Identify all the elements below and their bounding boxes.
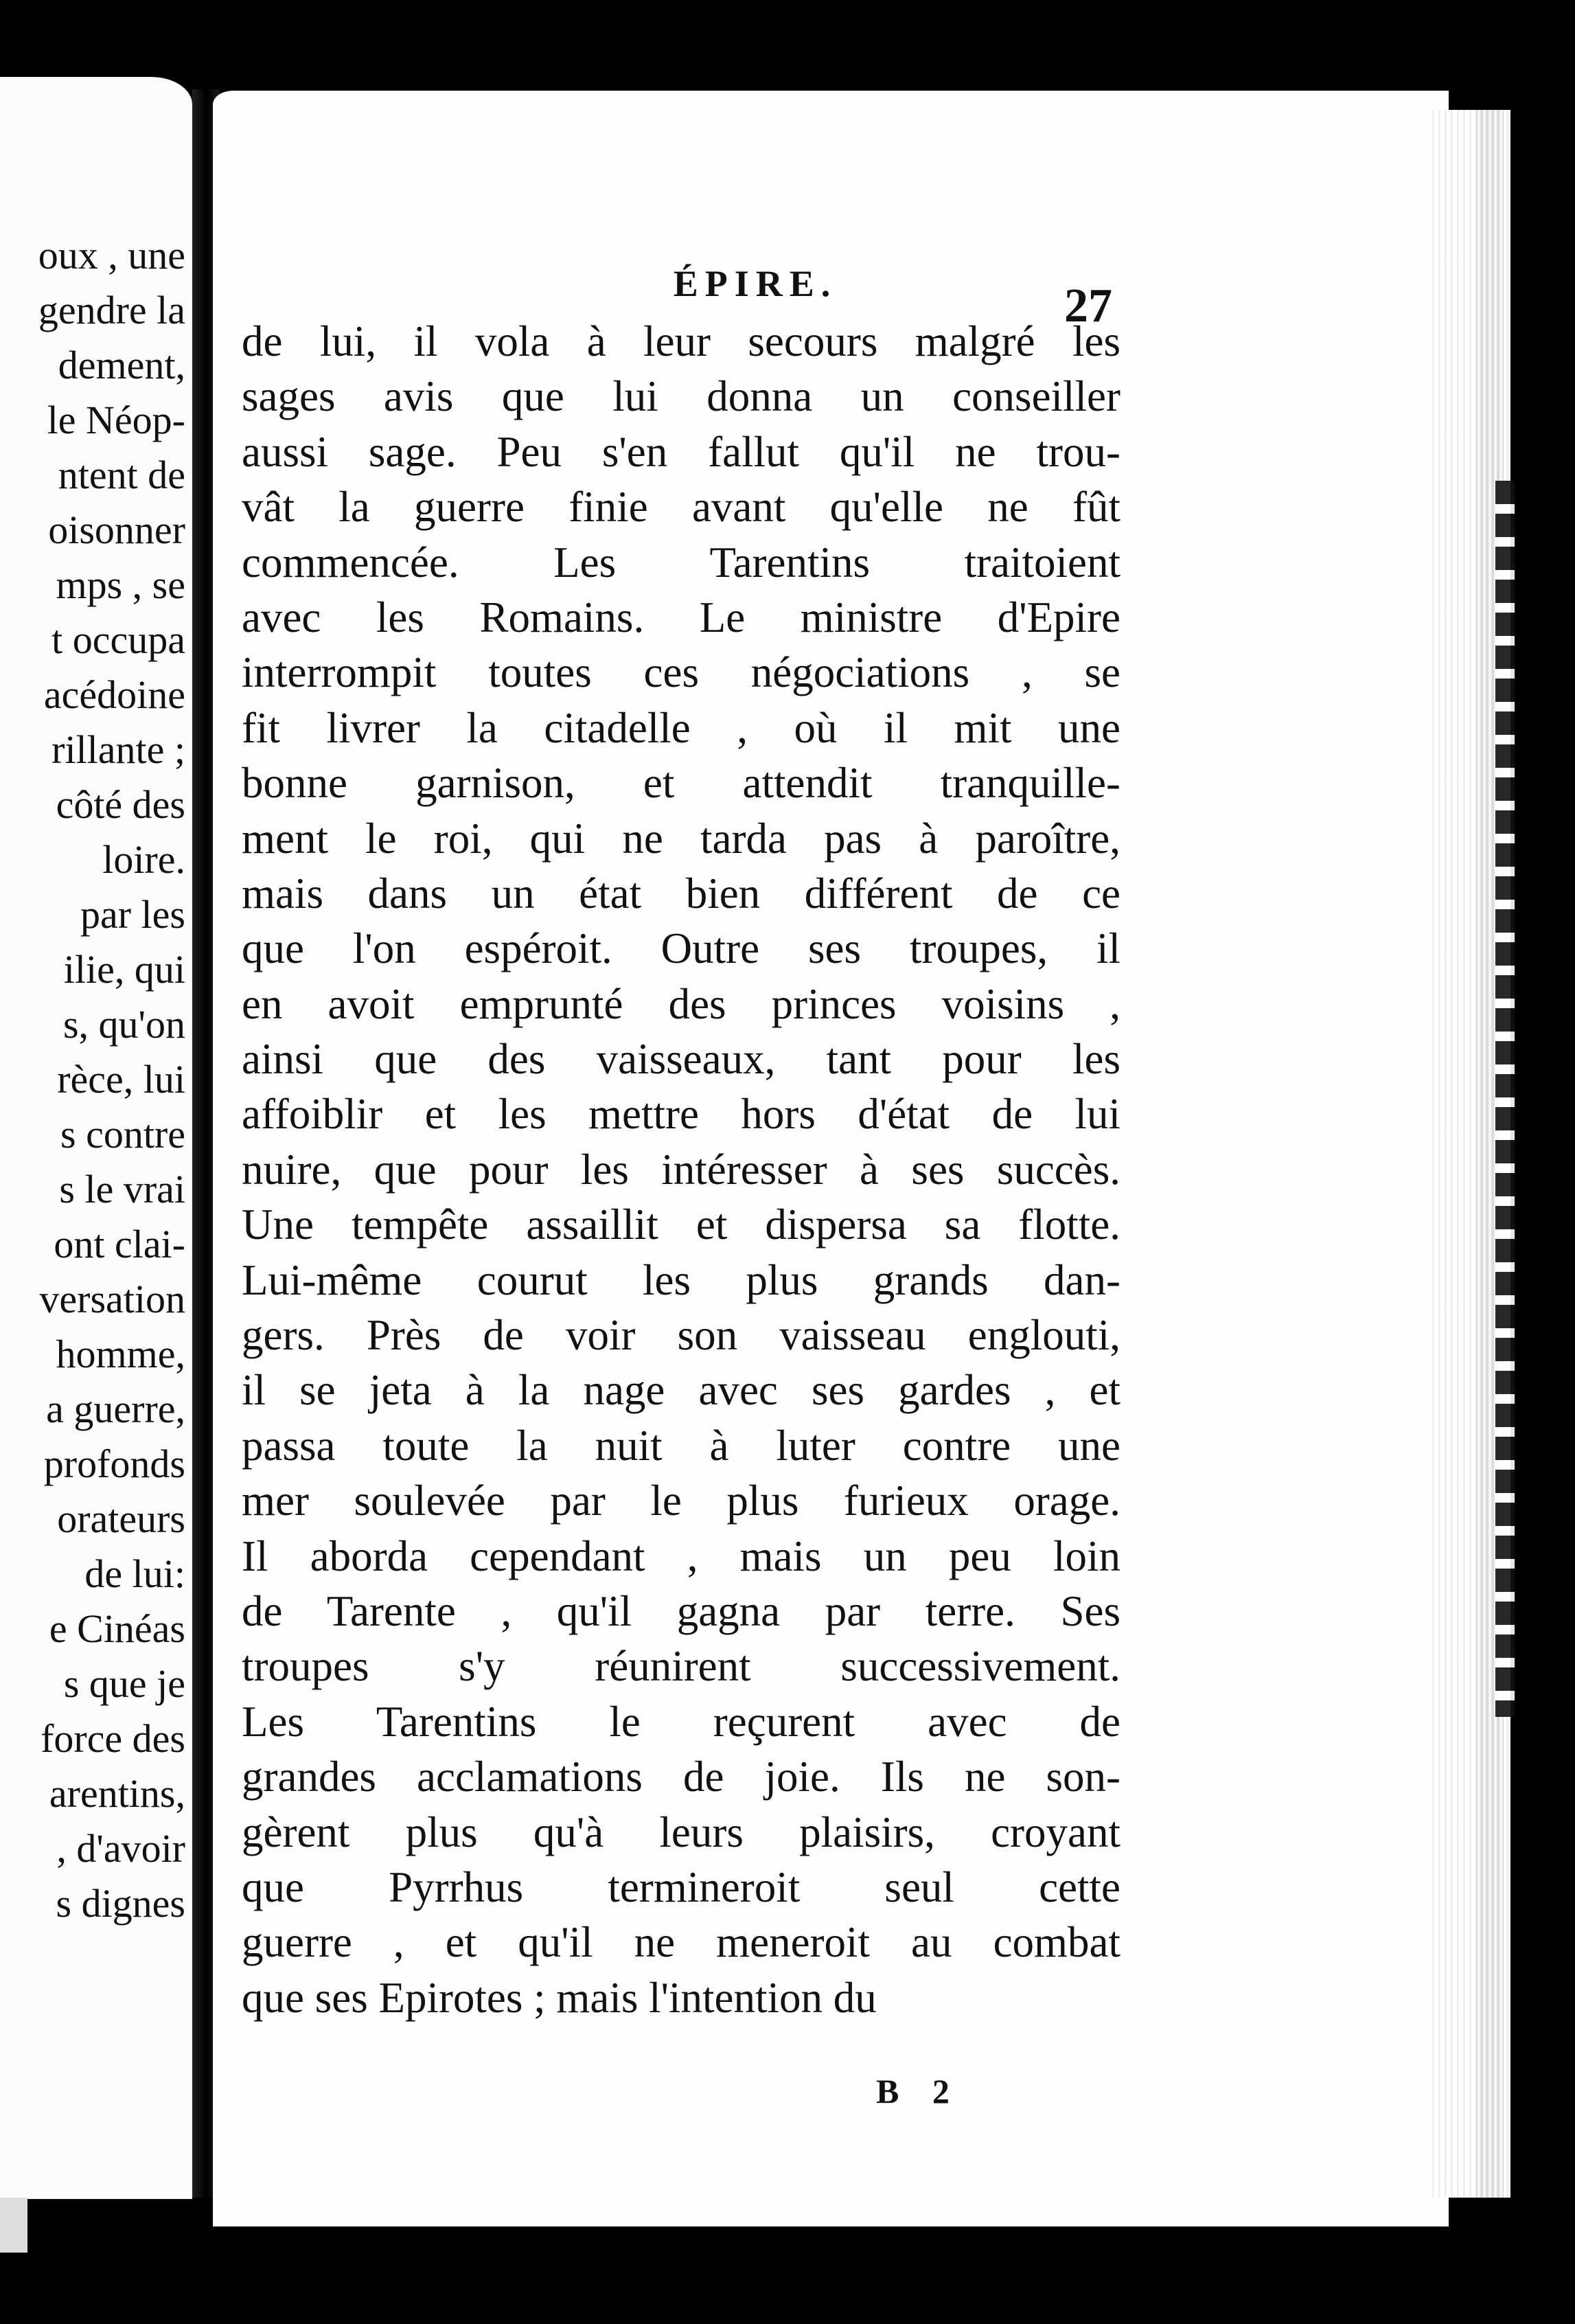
left-text-line: s le vrai bbox=[59, 1167, 185, 1211]
text-line: ment le roi, qui ne tarda pas à paroître, bbox=[242, 814, 1120, 863]
left-text-line: par les bbox=[80, 892, 185, 937]
text-line: vât la guerre finie avant qu'elle ne fût bbox=[242, 483, 1120, 532]
left-text-line: s, qu'on bbox=[62, 1002, 185, 1047]
left-text-line: rèce, lui bbox=[57, 1057, 185, 1102]
text-line: troupes s'y réunirent successivement. bbox=[242, 1642, 1120, 1691]
left-text-line: ntent de bbox=[58, 453, 185, 497]
text-line: Lui-même courut les plus grands dan- bbox=[242, 1255, 1120, 1304]
left-text-line: versation bbox=[39, 1277, 185, 1321]
left-text-line: , d'avoir bbox=[56, 1826, 185, 1871]
left-text-line: dement, bbox=[58, 343, 185, 387]
body-text bbox=[242, 314, 1120, 2025]
left-text-line: ont clai- bbox=[54, 1222, 185, 1266]
left-text-line: gendre la bbox=[38, 288, 185, 332]
text-line: passa toute la nuit à luter contre une bbox=[242, 1421, 1120, 1470]
page-header bbox=[213, 262, 1449, 332]
left-text-line: oux , une bbox=[38, 233, 185, 277]
text-line: Il aborda cependant , mais un peu loin bbox=[242, 1531, 1120, 1580]
left-text-line: profonds bbox=[43, 1442, 185, 1486]
text-line: mais dans un état bien différent de ce bbox=[242, 869, 1120, 918]
left-text-line: force des bbox=[41, 1716, 185, 1761]
left-text-line: arentins, bbox=[49, 1771, 185, 1816]
text-line: mer soulevée par le plus furieux orage. bbox=[242, 1477, 1120, 1525]
text-line: ainsi que des vaisseaux, tant pour les bbox=[242, 1035, 1120, 1084]
text-line: gers. Près de voir son vaisseau englouti, bbox=[242, 1311, 1120, 1360]
left-text-line: a guerre, bbox=[46, 1387, 185, 1431]
text-line: nuire, que pour les intéresser à ses succès. bbox=[242, 1145, 1120, 1194]
text-line: il se jeta à la nage avec ses gardes , et bbox=[242, 1366, 1120, 1415]
left-text-line: acédoine bbox=[43, 672, 185, 717]
text-line: Une tempête assaillit et dispersa sa flotte. bbox=[242, 1200, 1120, 1249]
left-text-line: mps , se bbox=[56, 562, 185, 607]
left-text-line: oisonner bbox=[48, 508, 185, 552]
left-page bbox=[0, 77, 192, 2199]
text-line: que l'on espéroit. Outre ses troupes, il bbox=[242, 924, 1120, 973]
text-line: de Tarente , qu'il gagna par terre. Ses bbox=[242, 1586, 1120, 1635]
text-line: bonne garnison, et attendit tranquille- bbox=[242, 759, 1120, 808]
left-text-line: s que je bbox=[63, 1661, 185, 1706]
left-text-line: ilie, qui bbox=[63, 947, 185, 992]
text-line: en avoit emprunté des princes voisins , bbox=[242, 979, 1120, 1028]
text-line: que ses Epirotes ; mais l'intention du bbox=[242, 1973, 877, 2022]
left-text-line: rillante ; bbox=[51, 727, 185, 772]
text-line: grandes acclamations de joie. Ils ne son- bbox=[242, 1753, 1120, 1801]
right-page bbox=[213, 91, 1449, 2226]
left-text-line: côté des bbox=[56, 782, 185, 827]
left-page-text bbox=[38, 228, 185, 1931]
text-line: guerre , et qu'il ne meneroit au combat bbox=[242, 1918, 1120, 1967]
text-line: interrompit toutes ces négociations , se bbox=[242, 648, 1120, 697]
text-line: affoiblir et les mettre hors d'état de lui bbox=[242, 1090, 1120, 1139]
text-line: gèrent plus qu'à leurs plaisirs, croyant bbox=[242, 1808, 1120, 1856]
text-line: sages avis que lui donna un conseiller bbox=[242, 372, 1120, 421]
text-line: avec les Romains. Le ministre d'Epire bbox=[242, 593, 1120, 641]
left-text-line: homme, bbox=[56, 1332, 185, 1376]
left-text-line: e Cinéas bbox=[49, 1606, 185, 1651]
text-line: que Pyrrhus termineroit seul cette bbox=[242, 1862, 1120, 1911]
page-number: 27 bbox=[1064, 280, 1112, 332]
scan-corner bbox=[0, 2198, 27, 2253]
left-text-line: t occupa bbox=[51, 617, 185, 662]
text-line: aussi sage. Peu s'en fallut qu'il ne trou- bbox=[242, 427, 1120, 476]
left-text-line: loire. bbox=[102, 837, 185, 882]
text-line: Les Tarentins le reçurent avec de bbox=[242, 1697, 1120, 1746]
text-line: commencée. Les Tarentins traitoient bbox=[242, 538, 1120, 586]
library-stamp bbox=[1495, 481, 1515, 1717]
left-text-line: le Néop- bbox=[47, 398, 185, 442]
left-text-line: orateurs bbox=[57, 1496, 185, 1541]
left-text-line: s contre bbox=[60, 1112, 185, 1157]
text-line: fit livrer la citadelle , où il mit une bbox=[242, 703, 1120, 752]
left-text-line: s dignes bbox=[56, 1881, 185, 1926]
signature-mark: B 2 bbox=[876, 2072, 962, 2110]
running-head: ÉPIRE. bbox=[673, 263, 838, 304]
text-line: de lui, il vola à leur secours malgré les bbox=[242, 317, 1120, 365]
left-text-line: de lui: bbox=[84, 1551, 185, 1596]
